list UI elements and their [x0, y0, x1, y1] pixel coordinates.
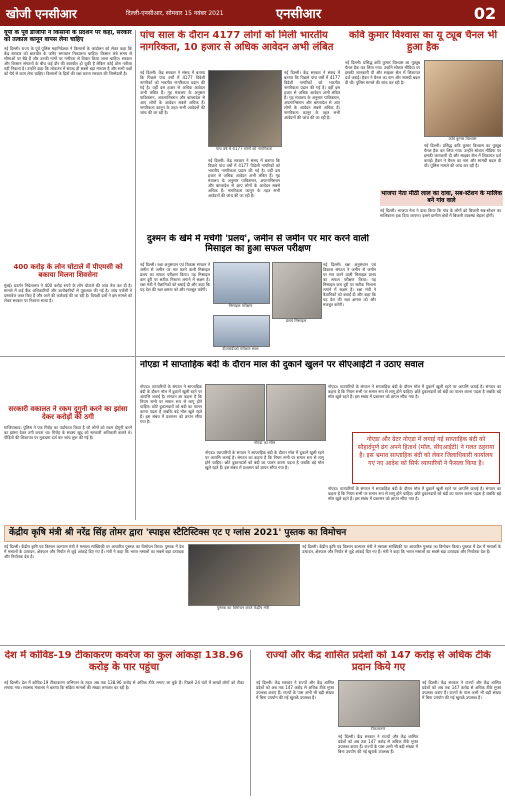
- minister-photo: [208, 70, 282, 147]
- missile-caption-2: डीआरडीओ परीक्षण स्थल: [222, 346, 259, 351]
- mall-caption: नोएडा का मॉल: [253, 440, 276, 445]
- missile-caption-3: प्रलय मिसाइल: [285, 318, 307, 323]
- covid-headline: देश में कोविड-19 टीकाकरण कवरेज का कुल आंकड़ा 138.96 करोड़ के पार पहुंचा: [4, 650, 244, 673]
- right-top-headline: कवि कुमार विश्वास का यू ट्यूब चैनल भी हुआ हैक: [348, 30, 498, 53]
- left-top-headline: यूपी के पूर्व डीजीपी ने किसानों के प्रदर्शन पर कहा, सरकार को तत्काल कानून वापस लेना चाहिए: [4, 30, 132, 43]
- noida-body: नोएडा। व्यापारियों के संगठन ने साप्ताहिक बंदी के दौरान मॉल में दुकानें खुली रहने पर आपत्ति जताई है। संगठन का कहना है कि नियम सभी पर समान रूप से लागू होने चाहिए। छोटे दुकानदारों को बंदी का पालन करना पड़ता है जबकि बड़े मॉल खुले रहते हैं। इस संबंध में प्रशासन को ज्ञापन सौंपा गया है।: [140, 384, 202, 424]
- left-mid-body: मुंबई। प्रवर्तन निदेशालय ने 400 करोड़ रुपये के लोन घोटाले की जांच तेज कर दी है। मामले में कई बैंक अधिकारियों और कारोबारियों से पूछताछ की गई है। जांच एजेंसी ने दस्तावेज जब्त किए हैं और आगे की कार्रवाई की जा रही है। विपक्षी दलों ने इस मामले को लेकर सरकार पर निशाना साधा है।: [4, 283, 132, 303]
- center-top-body-2: नई दिल्ली। केंद्र सरकार ने संसद में बताया कि पिछले पांच वर्षों में 4177 विदेशी नागरिकों को भारतीय नागरिकता प्रदान की गई है। वहीं दस हजार से अधिक आवेदन अभी लंबित हैं। गृह मंत्रालय के अनुसार पाकिस्तान, अफगानिस्तान और बांग्लादेश से आए लोगों के आवेदन सबसे अधिक हैं। नागरिकता कानून के तहत सभी आवेदनों की जांच की जा रही है।: [208, 158, 280, 198]
- left-low-headline: सरकारी वकालत ने रकम दुगुनी करने का झांसा देकर करोड़ों की ठगी: [8, 405, 128, 422]
- right-mid-headline: भाजपा नेता मीठी लाल का दावा, सब-स्टेशन के मालिक बने गांव वाले: [381, 190, 502, 204]
- right-top-body: नई दिल्ली। प्रसिद्ध कवि कुमार विश्वास का यूट्यूब चैनल हैक कर लिया गया। उन्होंने सोशल मीडिया पर इसकी जानकारी दी और साइबर सेल में शिकायत दर्ज कराई। हैकर ने चैनल का नाम और सामग्री बदल दी थी। पुलिस मामले की जांच कर रही है।: [345, 60, 420, 85]
- center-top-body-3: नई दिल्ली। केंद्र सरकार ने संसद में बताया कि पिछले पांच वर्षों में 4177 विदेशी नागरिकों को भारतीय नागरिकता प्रदान की गई है। वहीं दस हजार से अधिक आवेदन अभी लंबित हैं। गृह मंत्रालय के अनुसार पाकिस्तान, अफगानिस्तान और बांग्लादेश से आए लोगों के आवेदन सबसे अधिक हैं। नागरिकता कानून के तहत सभी आवेदनों की जांच की जा रही है।: [284, 70, 340, 120]
- noida-body-2: नोएडा। व्यापारियों के संगठन ने साप्ताहिक बंदी के दौरान मॉल में दुकानें खुली रहने पर आपत्ति जताई है। संगठन का कहना है कि नियम सभी पर समान रूप से लागू होने चाहिए। छोटे दुकानदारों को बंदी का पालन करना पड़ता है जबकि बड़े मॉल खुले रहते हैं। इस संबंध में प्रशासन को ज्ञापन सौंपा गया है।: [205, 450, 324, 470]
- states-body: नई दिल्ली। केंद्र सरकार ने राज्यों और केंद्र शासित प्रदेशों को अब तक 147 करोड़ से अधिक टीके मुफ्त उपलब्ध कराए हैं। राज्यों के पास अभी भी बड़ी संख्या में बिना उपयोग की गई खुराकें उपलब्ध हैं।: [256, 680, 334, 700]
- missile-body-2: नई दिल्ली। रक्षा अनुसंधान एवं विकास संगठन ने जमीन से जमीन पर मार करने वाली मिसाइल प्रलय का सफल परीक्षण किया। यह मिसाइल कम दूरी पर सटीक निशाना लगाने में सक्षम है। रक्षा मंत्री ने वैज्ञानिकों को बधाई दी और कहा कि यह देश की रक्षा क्षमता को और मजबूत करेगी।: [323, 262, 376, 307]
- mall-photo-2: [266, 384, 326, 441]
- vaccine-photo: [338, 680, 420, 727]
- column-divider: [135, 30, 136, 520]
- missile-headline: दुश्मन के खेमे में मचेगी 'प्रलय', जमीन से जमीन पर मार करने वाली मिसाइल का हुआ सफल परीक्षण: [147, 234, 369, 255]
- kumar-vishwas-photo: [424, 60, 503, 137]
- mall-photo-1: [205, 384, 265, 441]
- center-top-headline: पांच साल के दौरान 4177 लोगों को मिली भारतीय नागरिकता, 10 हजार से अधिक आवेदन अभी लंबित: [140, 30, 334, 53]
- center-top-body: नई दिल्ली। केंद्र सरकार ने संसद में बताया कि पिछले पांच वर्षों में 4177 विदेशी नागरिकों को भारतीय नागरिकता प्रदान की गई है। वहीं दस हजार से अधिक आवेदन अभी लंबित हैं। गृह मंत्रालय के अनुसार पाकिस्तान, अफगानिस्तान और बांग्लादेश से आए लोगों के आवेदन सबसे अधिक हैं। नागरिकता कानून के तहत सभी आवेदनों की जांच की जा रही है।: [140, 70, 205, 115]
- book-event-caption: पुस्तक का विमोचन करते केंद्रीय मंत्री: [216, 605, 270, 610]
- noida-pull-quote: नोएडा और ग्रेटर नोएडा में लगाई गई साप्ताहिक बंदी को सौहार्दपूर्ण ढंग अपने हितार्थ (मॉल, सीएआईटी) ने गलत ठहराया है। इस भ्रमाव साप्ताहिक बंदी को लेकर जिलाधिकारी कार्यालय गए नए आदेश को सिर्फ व्यापारियों ने फैसला किया है।: [352, 432, 500, 484]
- left-top-body: नई दिल्ली। राज्य के पूर्व पुलिस महानिदेशक ने किसानों के आंदोलन को लेकर कहा कि केंद्र सरकार को बातचीत के जरिए समाधान निकालना चाहिए। किसान लंबे समय से सीमाओं पर बैठे हैं और उनकी मांगों पर गंभीरता से विचार किया जाना चाहिए। सरकार और किसान संगठनों के बीच कई दौर की बातचीत हो चुकी है लेकिन कोई ठोस नतीजा नहीं निकला है। उन्होंने कहा कि लोकतंत्र में संवाद ही सबसे बड़ा माध्यम है और सभी पक्षों को धैर्य से काम लेना चाहिए। किसानों के हितों की रक्षा करना सरकार की जिम्मेदारी है।: [4, 46, 132, 76]
- vaccine-caption: टीकाकरण: [370, 726, 386, 731]
- left-low-body: गाजियाबाद। पुलिस ने एक गिरोह का पर्दाफाश किया है जो लोगों को रकम दोगुनी करने का झांसा देकर ठगी करता था। गिरोह के सदस्य खुद को सरकारी अधिकारी बताते थे। पीड़ितों की शिकायत पर मुकदमा दर्ज कर जांच शुरू की गई है।: [4, 425, 132, 440]
- book-body-2: नई दिल्ली। केंद्रीय कृषि एवं किसान कल्याण मंत्री ने मसाला सांख्यिकी पर आधारित पुस्तक का विमोचन किया। पुस्तक में देश में मसालों के उत्पादन, क्षेत्रफल और निर्यात से जुड़े आंकड़े दिए गए हैं। मंत्री ने कहा कि भारत मसालों का सबसे बड़ा उत्पादक और निर्यातक देश है।: [302, 544, 501, 554]
- right-mid-body: नई दिल्ली। भाजपा नेता ने दावा किया कि गांव के लोगों को बिजली सब-स्टेशन का मालिकाना हक दिया जाएगा। इससे ग्रामीण क्षेत्रों में बिजली व्यवस्था बेहतर होगी।: [380, 208, 501, 218]
- states-body-2: नई दिल्ली। केंद्र सरकार ने राज्यों और केंद्र शासित प्रदेशों को अब तक 147 करोड़ से अधिक टीके मुफ्त उपलब्ध कराए हैं। राज्यों के पास अभी भी बड़ी संख्या में बिना उपयोग की गई खुराकें उपलब्ध हैं।: [338, 734, 418, 754]
- covid-body: नई दिल्ली। देश में कोविड-19 टीकाकरण अभियान के तहत अब तक 138.96 करोड़ से अधिक टीके लगाए जा चुके हैं। पिछले 24 घंटों में लाखों लोगों को टीका लगाया गया। स्वास्थ्य मंत्रालय ने बताया कि सक्रिय मामलों की संख्या लगातार घट रही है।: [4, 680, 244, 690]
- minister-caption: पांच वर्ष में 4177 लोगों को नागरिकता: [215, 146, 273, 151]
- noida-headline: नोएडा में साप्ताहिक बंदी के दौरान माल की दुकानें खुलने पर सीएआईटी ने उठाए सवाल: [140, 360, 424, 370]
- column-divider-2: [250, 650, 251, 796]
- section-divider: [0, 356, 505, 357]
- noida-body-3: नोएडा। व्यापारियों के संगठन ने साप्ताहिक बंदी के दौरान मॉल में दुकानें खुली रहने पर आपत्ति जताई है। संगठन का कहना है कि नियम सभी पर समान रूप से लागू होने चाहिए। छोटे दुकानदारों को बंदी का पालन करना पड़ता है जबकि बड़े मॉल खुले रहते हैं। इस संबंध में प्रशासन को ज्ञापन सौंपा गया है।: [328, 384, 501, 399]
- book-headline: केंद्रीय कृषि मंत्री श्री नरेंद्र सिंह तोमर द्वारा 'स्पाइस स्टैटिस्टिक्स एट ए ग्लांस 2021' पुस्तक का विमोचन: [4, 525, 502, 542]
- missile-body: नई दिल्ली। रक्षा अनुसंधान एवं विकास संगठन ने जमीन से जमीन पर मार करने वाली मिसाइल प्रलय का सफल परीक्षण किया। यह मिसाइल कम दूरी पर सटीक निशाना लगाने में सक्षम है। रक्षा मंत्री ने वैज्ञानिकों को बधाई दी और कहा कि यह देश की रक्षा क्षमता को और मजबूत करेगी।: [140, 262, 210, 292]
- book-event-photo: [188, 544, 300, 606]
- page-number: 02: [473, 3, 497, 23]
- kumar-caption: कवि कुमार विश्वास: [448, 136, 477, 141]
- missile-caption-1: मिसाइल परीक्षण: [228, 303, 253, 308]
- book-body: नई दिल्ली। केंद्रीय कृषि एवं किसान कल्याण मंत्री ने मसाला सांख्यिकी पर आधारित पुस्तक का विमोचन किया। पुस्तक में देश में मसालों के उत्पादन, क्षेत्रफल और निर्यात से जुड़े आंकड़े दिए गए हैं। मंत्री ने कहा कि भारत मसालों का सबसे बड़ा उत्पादक और निर्यातक देश है।: [4, 544, 184, 559]
- missile-photo-2: [213, 315, 270, 347]
- missile-photo-3: [272, 262, 322, 319]
- missile-photo-1: [213, 262, 270, 304]
- section-divider-2: [0, 645, 505, 646]
- masthead: [0, 0, 505, 26]
- noida-body-4: नोएडा। व्यापारियों के संगठन ने साप्ताहिक बंदी के दौरान मॉल में दुकानें खुली रहने पर आपत्ति जताई है। संगठन का कहना है कि नियम सभी पर समान रूप से लागू होने चाहिए। छोटे दुकानदारों को बंदी का पालन करना पड़ता है जबकि बड़े मॉल खुले रहते हैं। इस संबंध में प्रशासन को ज्ञापन सौंपा गया है।: [328, 486, 501, 501]
- section-name: एनसीआर: [276, 7, 322, 22]
- date-line: दिल्ली-एनसीआर, सोमवार 15 नवंबर 2021: [126, 10, 224, 17]
- states-body-3: नई दिल्ली। केंद्र सरकार ने राज्यों और केंद्र शासित प्रदेशों को अब तक 147 करोड़ से अधिक टीके मुफ्त उपलब्ध कराए हैं। राज्यों के पास अभी भी बड़ी संख्या में बिना उपयोग की गई खुराकें उपलब्ध हैं।: [422, 680, 501, 700]
- states-headline: राज्यों और केंद्र शासित प्रदेशों को 147 करोड़ से अधिक टीके प्रदान किये गए: [266, 650, 491, 673]
- right-top-body-2: नई दिल्ली। प्रसिद्ध कवि कुमार विश्वास का यूट्यूब चैनल हैक कर लिया गया। उन्होंने सोशल मीडिया पर इसकी जानकारी दी और साइबर सेल में शिकायत दर्ज कराई। हैकर ने चैनल का नाम और सामग्री बदल दी थी। पुलिस मामले की जांच कर रही है।: [424, 143, 501, 168]
- paper-logo: खोजी एनसीआर: [6, 6, 77, 21]
- left-mid-headline: 400 करोड़ के लोन घोटाले में पीएमसी को बकाया मिलना शिवसेना: [13, 263, 123, 280]
